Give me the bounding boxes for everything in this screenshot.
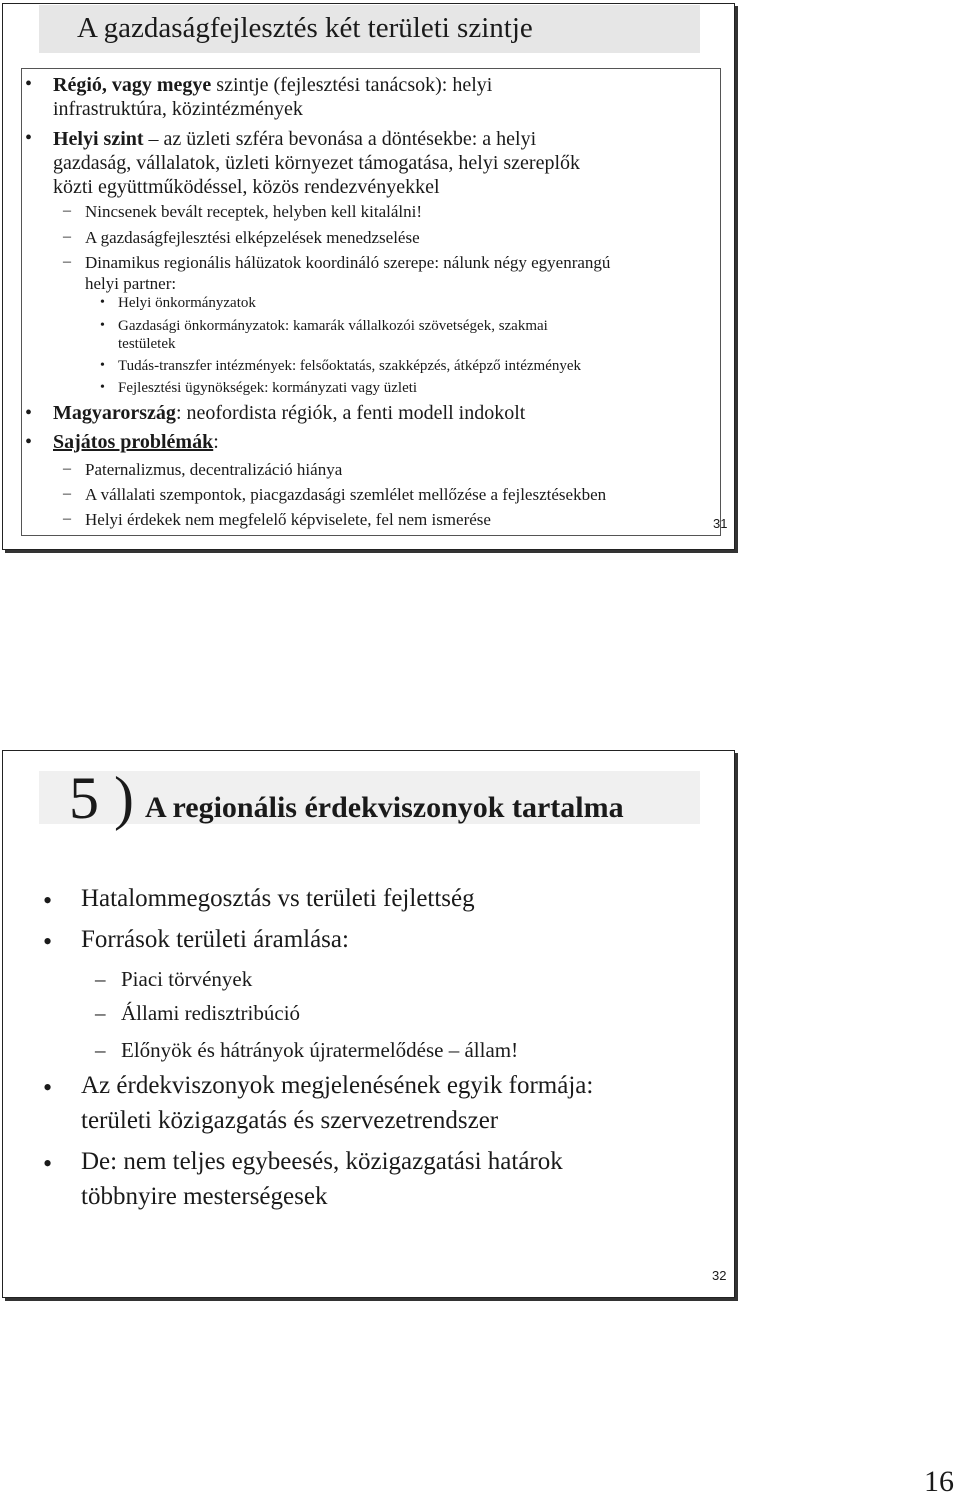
sub-item: Állami redisztribúció [121, 1001, 301, 1025]
list-item-cont: területi közigazgatás és szervezetrendszer [81, 1107, 499, 1134]
slide-number: 32 [712, 1268, 727, 1283]
sub-item: Paternalizmus, decentralizáció hiánya [85, 460, 343, 479]
tertiary-item: Tudás-transzfer intézmények: felsőoktatás, szakképzés, átképző intézmények [118, 358, 582, 374]
tertiary-item: Fejlesztési ügynökségek: kormányzati vagy üzleti [118, 380, 418, 396]
list-item: Hatalommegosztás vs területi fejlettség [81, 885, 475, 912]
slide-title: A gazdaságfejlesztés két területi szintje [77, 12, 533, 44]
bullet-icon: • [25, 431, 33, 453]
list-item: Források területi áramlása: [81, 926, 349, 953]
dash-icon: – [63, 460, 71, 477]
sub-item: Helyi érdekek nem megfelelő képviselete, fel nem ismerése [85, 510, 491, 529]
list-item: Régió, vagy megye szintje (fejlesztési tanácsok): helyi [53, 74, 493, 96]
list-item: Sajátos problémák: [53, 431, 219, 453]
slide-number: 31 [713, 516, 728, 531]
bullet-icon: • [25, 127, 33, 149]
sub-item: A vállalati szempontok, piacgazdasági szemlélet mellőzése a fejlesztésekben [85, 485, 607, 504]
dash-icon: – [95, 1001, 106, 1025]
bullet-icon: • [43, 1149, 53, 1178]
bullet-icon: • [100, 295, 105, 310]
dash-icon: – [95, 1038, 106, 1062]
tertiary-item-cont: testületek [118, 336, 176, 352]
bullet-icon: • [100, 380, 105, 395]
sub-item: Előnyök és hátrányok újratermelődése – állam! [121, 1038, 519, 1062]
list-item: De: nem teljes egybeesés, közigazgatási határok [81, 1148, 563, 1175]
sub-item-cont: helyi partner: [85, 274, 177, 293]
bullet-icon: • [25, 402, 33, 424]
sub-item: A gazdaságfejlesztési elképzelések menedzselése [85, 228, 420, 247]
dash-icon: – [63, 510, 71, 527]
bullet-icon: • [43, 886, 53, 915]
list-item: Az érdekviszonyok megjelenésének egyik formája: [81, 1072, 594, 1099]
section-number: 5 ) [69, 765, 134, 831]
bullet-icon: • [100, 358, 105, 373]
slide-31 [2, 3, 735, 550]
bullet-icon: • [43, 1073, 53, 1102]
dash-icon: – [95, 967, 106, 991]
dash-icon: – [63, 485, 71, 502]
sub-item: Piaci törvények [121, 967, 253, 991]
tertiary-item: Helyi önkormányzatok [118, 295, 256, 311]
tertiary-item: Gazdasági önkormányzatok: kamarák vállalkozói szövetségek, szakmai [118, 318, 548, 334]
sub-item: Nincsenek bevált receptek, helyben kell kitalálni! [85, 202, 423, 221]
dash-icon: – [63, 253, 71, 270]
list-item-cont: többnyire mesterségesek [81, 1183, 328, 1210]
list-item-cont: gazdaság, vállalatok, üzleti környezet támogatása, helyi szereplők [53, 152, 581, 174]
bullet-icon: • [25, 73, 33, 95]
dash-icon: – [63, 228, 71, 245]
page-number: 16 [924, 1465, 954, 1498]
sub-item: Dinamikus regionális hálüzatok koordináló szerepe: nálunk négy egyenrangú [85, 253, 611, 272]
bullet-icon: • [43, 927, 53, 956]
slide-32 [2, 750, 735, 1298]
list-item-cont: közti együttműködéssel, közös rendezvényekkel [53, 176, 440, 198]
dash-icon: – [63, 202, 71, 219]
slide-title: A regionális érdekviszonyok tartalma [145, 791, 624, 824]
bullet-icon: • [100, 318, 105, 333]
list-item: Magyarország: neofordista régiók, a fenti modell indokolt [53, 402, 526, 424]
list-item-cont: infrastruktúra, közintézmények [53, 98, 303, 120]
list-item: Helyi szint – az üzleti szféra bevonása a döntésekbe: a helyi [53, 128, 537, 150]
